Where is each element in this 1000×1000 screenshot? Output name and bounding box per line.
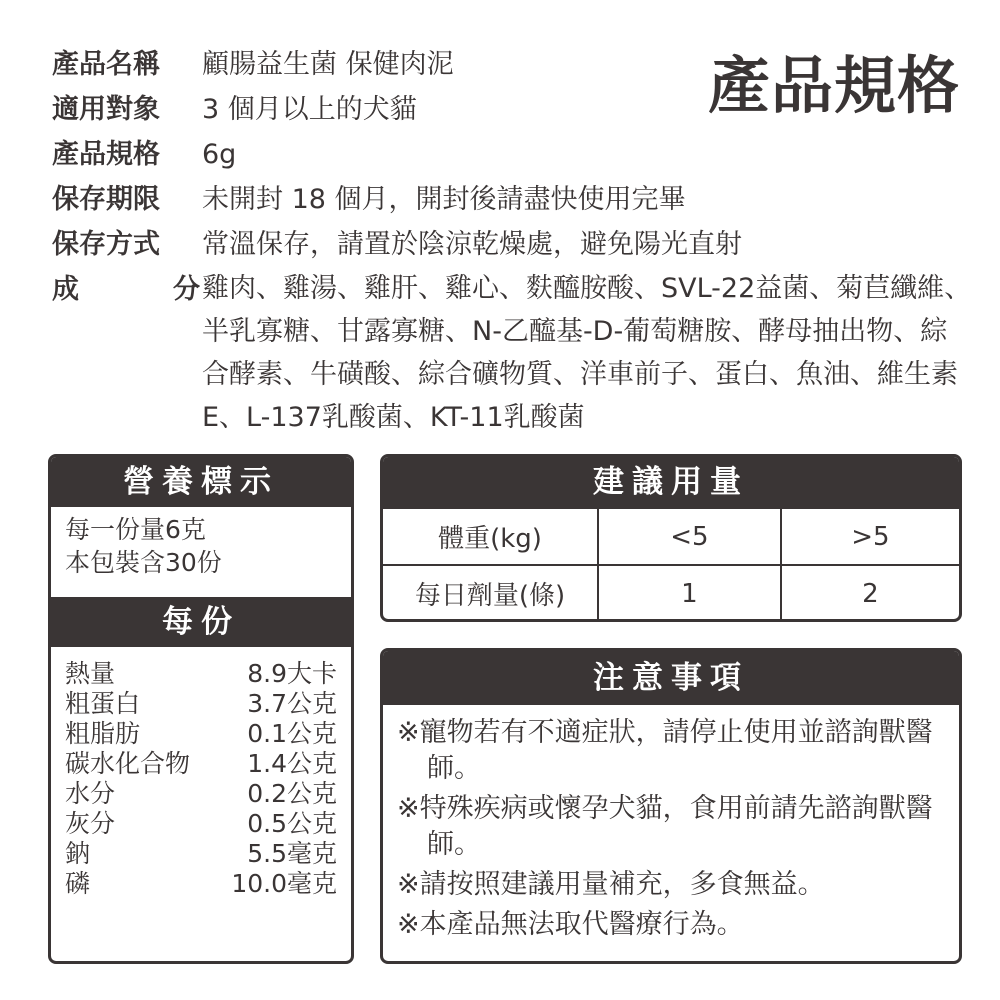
- nutrient-row: [65, 689, 337, 719]
- spec-label: 產品規格: [52, 139, 160, 170]
- nutrient-row: [65, 869, 337, 899]
- dosage-cell: 2: [781, 565, 959, 621]
- nutrient-value: 0.5公克: [247, 809, 337, 838]
- nutrient-name: 粗脂肪: [65, 719, 141, 748]
- spec-value: 顧腸益生菌 保健肉泥: [202, 49, 454, 80]
- nutrient-list: [51, 647, 351, 899]
- nutrient-name: 鈉: [65, 839, 91, 868]
- nutrient-name: 粗蛋白: [65, 689, 141, 718]
- spec-value: 未開封 18 個月，開封後請盡快使用完畢: [202, 184, 686, 215]
- nutrient-name: 熱量: [65, 659, 116, 688]
- nutrient-value: 0.2公克: [247, 779, 337, 808]
- note-item: ※寵物若有不適症狀，請停止使用並諮詢獸醫師。: [397, 717, 933, 784]
- dosage-row-amount: [383, 565, 959, 621]
- dosage-cell-label: 每日劑量(條): [383, 565, 598, 621]
- dosage-title: 建議用量: [383, 457, 959, 507]
- nutrient-row: [65, 779, 337, 809]
- spec-label: 保存期限: [52, 184, 160, 215]
- nutrient-value: 0.1公克: [247, 719, 337, 748]
- notes-list: [383, 705, 959, 943]
- ingredients-value: 雞肉、雞湯、雞肝、雞心、麩醯胺酸、SVL-22益菌、菊苣纖維、半乳寡糖、甘露寡糖、N-乙醯基-D-葡萄糖胺、酵母抽出物、綜合酵素、牛磺酸、綜合礦物質、洋車前子、蛋白、魚油、維生素E、L-137乳酸菌、KT-11乳酸菌: [202, 273, 972, 433]
- nutrient-row: [65, 839, 337, 869]
- nutrient-row: [65, 749, 337, 779]
- per-serving-title: 每份: [51, 597, 351, 647]
- dosage-panel: [380, 454, 962, 622]
- spec-list: [52, 42, 972, 439]
- note-item: ※本產品無法取代醫療行為。: [397, 909, 744, 940]
- nutrient-value: 5.5毫克: [247, 839, 337, 868]
- nutrient-value: 8.9大卡: [247, 659, 337, 688]
- spec-label: 保存方式: [52, 229, 160, 260]
- servings-per-pack: 本包裝含30份: [65, 548, 222, 577]
- dosage-cell: <5: [598, 508, 781, 565]
- nutrient-row: [65, 719, 337, 749]
- nutrient-name: 灰分: [65, 809, 116, 838]
- nutrient-name: 碳水化合物: [65, 749, 191, 778]
- spec-value: 6g: [202, 139, 237, 170]
- spec-label-part: 成: [52, 274, 79, 305]
- spec-label: 適用對象: [52, 94, 160, 125]
- nutrition-title: 營養標示: [51, 457, 351, 507]
- spec-row-ingredients: [52, 267, 972, 439]
- serving-info: [51, 507, 351, 597]
- serving-size: 每一份量6克: [65, 515, 206, 544]
- spec-row-shelf-life: [52, 177, 972, 222]
- page-title: 產品規格: [708, 49, 961, 122]
- dosage-cell-label: 體重(kg): [383, 508, 598, 565]
- spec-label-part: 分: [173, 274, 200, 305]
- note-item: ※請按照建議用量補充，多食無益。: [397, 869, 825, 900]
- dosage-cell: >5: [781, 508, 959, 565]
- dosage-cell: 1: [598, 565, 781, 621]
- spec-value: 3 個月以上的犬貓: [202, 94, 417, 125]
- nutrient-name: 磷: [65, 869, 91, 898]
- spec-value: 常溫保存，請置於陰涼乾燥處，避免陽光直射: [202, 229, 742, 260]
- spec-label-ingredients: [52, 267, 200, 439]
- notes-title: 注意事項: [383, 651, 959, 705]
- nutrient-name: 水分: [65, 779, 116, 808]
- note-item: ※特殊疾病或懷孕犬貓，食用前請先諮詢獸醫師。: [397, 793, 933, 860]
- nutrition-panel: [48, 454, 354, 964]
- nutrient-row: [65, 659, 337, 689]
- nutrient-value: 3.7公克: [247, 689, 337, 718]
- notes-panel: [380, 648, 962, 964]
- nutrient-row: [65, 809, 337, 839]
- dosage-table: [383, 507, 959, 621]
- dosage-row-weight: [383, 508, 959, 565]
- spec-label: 產品名稱: [52, 49, 160, 80]
- spec-row-target: [52, 87, 972, 132]
- nutrient-value: 10.0毫克: [231, 869, 337, 898]
- spec-row-size: [52, 132, 972, 177]
- nutrient-value: 1.4公克: [247, 749, 337, 778]
- spec-row-storage: [52, 222, 972, 267]
- spec-row-name: [52, 42, 972, 87]
